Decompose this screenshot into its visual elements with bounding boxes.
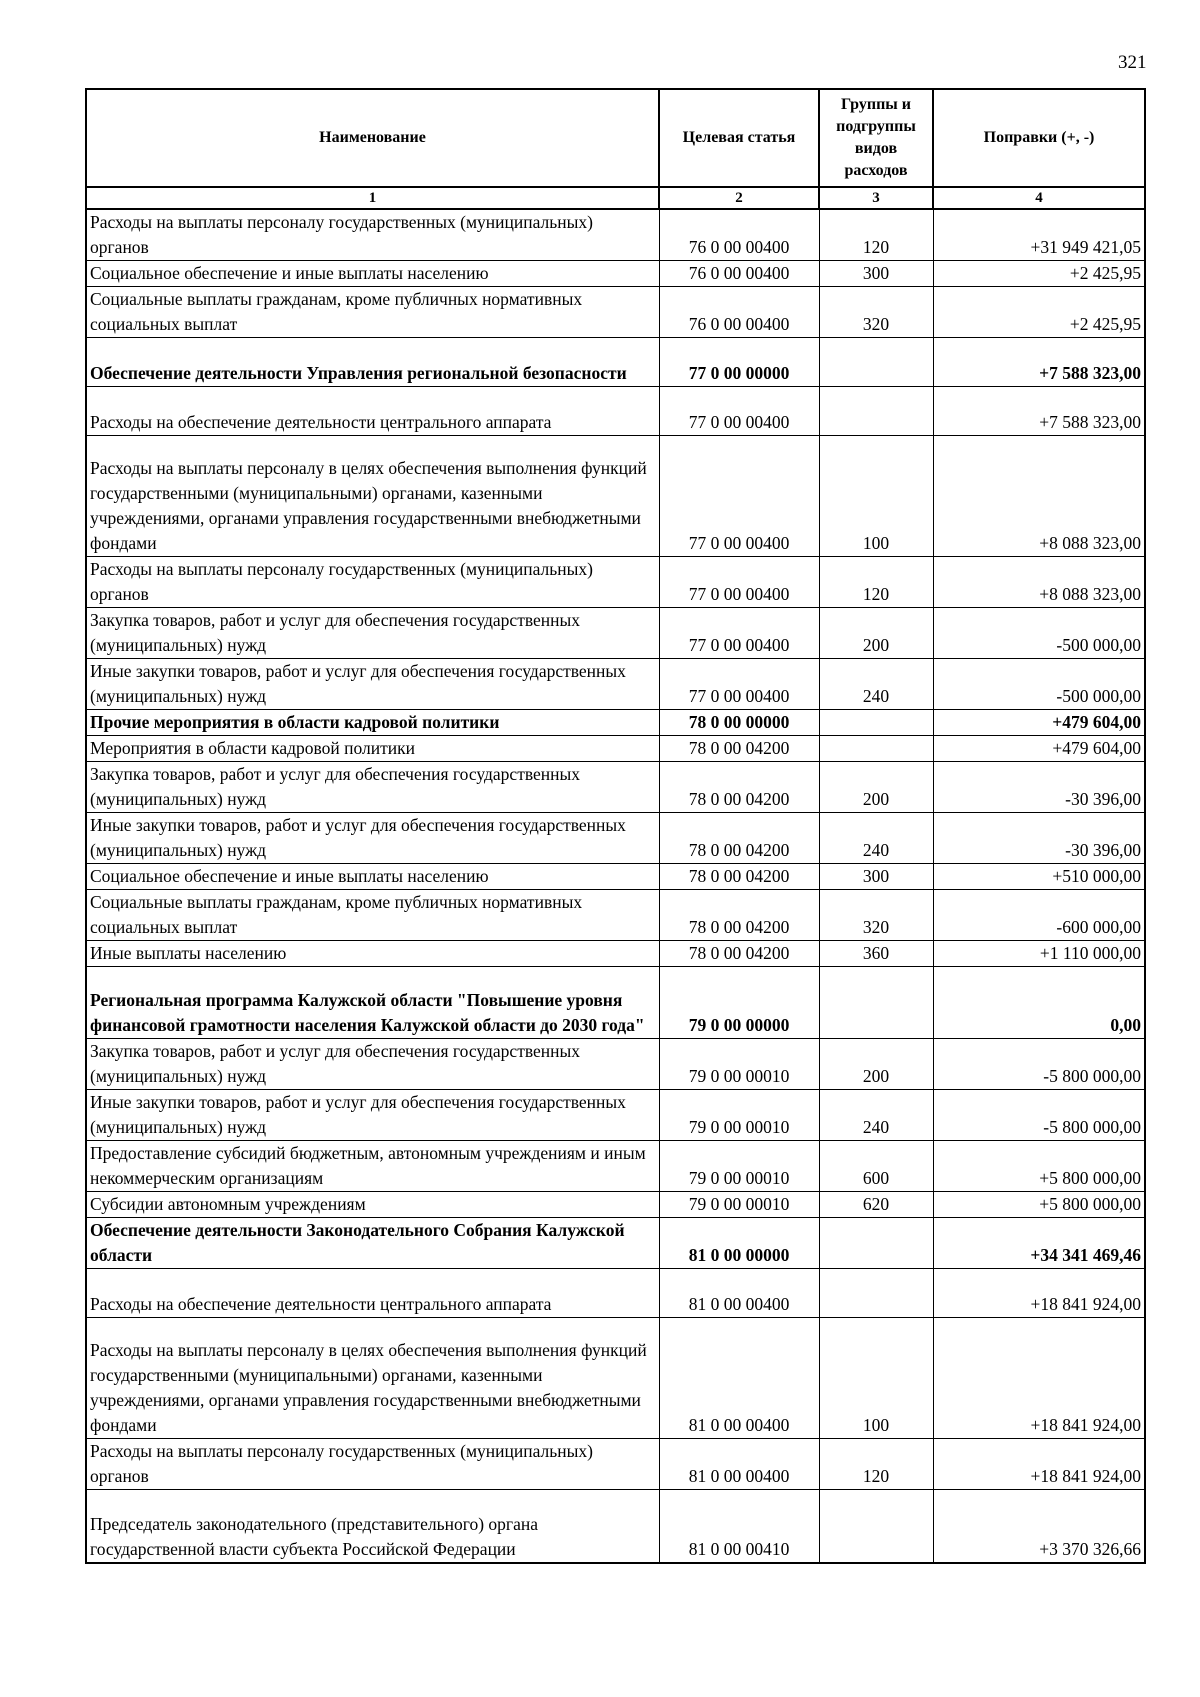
column-number: 2 [659,187,819,209]
row-expense-group: 300 [819,864,933,890]
row-target-article: 76 0 00 00400 [659,261,819,287]
row-target-article: 79 0 00 00010 [659,1141,819,1192]
row-target-article: 79 0 00 00010 [659,1039,819,1090]
row-amendment: 0,00 [933,967,1145,1039]
header-expense-groups: Группы и подгруппы видов расходов [819,89,933,187]
row-name: Мероприятия в области кадровой политики [86,736,659,762]
table-row [86,436,1145,557]
row-name: Закупка товаров, работ и услуг для обеспечения государственных (муниципальных) нужд [86,762,659,813]
row-target-article: 76 0 00 00400 [659,209,819,261]
page-number: 321 [1118,52,1147,73]
table-row [86,261,1145,287]
row-target-article: 77 0 00 00400 [659,608,819,659]
table-row [86,338,1145,387]
row-target-article: 78 0 00 04200 [659,941,819,967]
table-row [86,1141,1145,1192]
row-amendment: +510 000,00 [933,864,1145,890]
header-row [86,89,1145,187]
table-row [86,659,1145,710]
table-row [86,387,1145,436]
row-target-article: 78 0 00 00000 [659,710,819,736]
row-name: Иные выплаты населению [86,941,659,967]
row-amendment: +18 841 924,00 [933,1439,1145,1490]
row-name: Социальное обеспечение и иные выплаты населению [86,864,659,890]
row-name: Иные закупки товаров, работ и услуг для обеспечения государственных (муниципальных) нужд [86,813,659,864]
row-target-article: 78 0 00 04200 [659,813,819,864]
row-name: Социальное обеспечение и иные выплаты населению [86,261,659,287]
row-amendment: -30 396,00 [933,813,1145,864]
row-expense-group [819,387,933,436]
table-row [86,967,1145,1039]
row-expense-group: 360 [819,941,933,967]
row-amendment: -500 000,00 [933,659,1145,710]
row-name: Социальные выплаты гражданам, кроме публичных нормативных социальных выплат [86,287,659,338]
row-amendment: -500 000,00 [933,608,1145,659]
table-row [86,557,1145,608]
row-expense-group: 600 [819,1141,933,1192]
row-target-article: 76 0 00 00400 [659,287,819,338]
row-name: Расходы на выплаты персоналу в целях обеспечения выполнения функций государственными (муниципальными) органами, казенными учреждениями, органами управления государственными внебюджетными фондами [86,436,659,557]
table-row [86,864,1145,890]
table-row [86,1039,1145,1090]
row-amendment: +7 588 323,00 [933,387,1145,436]
row-expense-group: 200 [819,1039,933,1090]
column-number: 3 [819,187,933,209]
table-row [86,1439,1145,1490]
row-expense-group: 120 [819,209,933,261]
table-row [86,710,1145,736]
row-amendment: +479 604,00 [933,736,1145,762]
row-name: Расходы на обеспечение деятельности центрального аппарата [86,1269,659,1318]
row-expense-group: 320 [819,287,933,338]
column-number-row [86,187,1145,209]
row-amendment: +34 341 469,46 [933,1218,1145,1269]
row-name: Расходы на выплаты персоналу в целях обеспечения выполнения функций государственными (муниципальными) органами, казенными учреждениями, органами управления государственными внебюджетными фондами [86,1318,659,1439]
table-row [86,941,1145,967]
table-row [86,813,1145,864]
row-target-article: 81 0 00 00400 [659,1318,819,1439]
row-expense-group [819,1490,933,1563]
row-expense-group: 240 [819,813,933,864]
row-target-article: 77 0 00 00400 [659,436,819,557]
table-row [86,1490,1145,1563]
row-target-article: 77 0 00 00400 [659,659,819,710]
row-target-article: 79 0 00 00010 [659,1192,819,1218]
row-amendment: +18 841 924,00 [933,1318,1145,1439]
row-target-article: 78 0 00 04200 [659,864,819,890]
row-expense-group [819,1218,933,1269]
row-amendment: +31 949 421,05 [933,209,1145,261]
row-amendment: +7 588 323,00 [933,338,1145,387]
row-target-article: 79 0 00 00010 [659,1090,819,1141]
row-target-article: 78 0 00 04200 [659,762,819,813]
table-row [86,736,1145,762]
row-amendment: +18 841 924,00 [933,1269,1145,1318]
header-amendments: Поправки (+, -) [933,89,1145,187]
row-expense-group: 240 [819,1090,933,1141]
row-expense-group: 120 [819,1439,933,1490]
row-amendment: +8 088 323,00 [933,436,1145,557]
column-number: 1 [86,187,659,209]
table-row [86,890,1145,941]
table-row [86,1090,1145,1141]
table-row [86,608,1145,659]
row-expense-group [819,710,933,736]
row-expense-group: 200 [819,762,933,813]
row-expense-group: 200 [819,608,933,659]
row-amendment: -5 800 000,00 [933,1039,1145,1090]
header-name: Наименование [86,89,659,187]
row-name: Иные закупки товаров, работ и услуг для обеспечения государственных (муниципальных) нужд [86,659,659,710]
row-target-article: 78 0 00 04200 [659,890,819,941]
row-expense-group [819,736,933,762]
row-expense-group [819,967,933,1039]
budget-amendments-table [85,88,1146,1564]
row-name: Закупка товаров, работ и услуг для обеспечения государственных (муниципальных) нужд [86,608,659,659]
table-row [86,1192,1145,1218]
table-row [86,287,1145,338]
header-target-article: Целевая статья [659,89,819,187]
row-target-article: 81 0 00 00400 [659,1269,819,1318]
row-name: Расходы на обеспечение деятельности центрального аппарата [86,387,659,436]
row-amendment: +2 425,95 [933,261,1145,287]
row-amendment: +5 800 000,00 [933,1192,1145,1218]
row-amendment: +3 370 326,66 [933,1490,1145,1563]
row-amendment: +1 110 000,00 [933,941,1145,967]
row-name: Социальные выплаты гражданам, кроме публичных нормативных социальных выплат [86,890,659,941]
row-amendment: +8 088 323,00 [933,557,1145,608]
row-amendment: -30 396,00 [933,762,1145,813]
row-name: Расходы на выплаты персоналу государственных (муниципальных) органов [86,1439,659,1490]
row-target-article: 77 0 00 00400 [659,387,819,436]
row-name: Обеспечение деятельности Законодательного Собрания Калужской области [86,1218,659,1269]
table-row [86,1218,1145,1269]
row-expense-group [819,1269,933,1318]
row-target-article: 77 0 00 00000 [659,338,819,387]
row-expense-group: 320 [819,890,933,941]
row-expense-group: 100 [819,436,933,557]
row-target-article: 78 0 00 04200 [659,736,819,762]
row-name: Председатель законодательного (представительного) органа государственной власти субъекта Российской Федерации [86,1490,659,1563]
row-expense-group: 240 [819,659,933,710]
row-target-article: 81 0 00 00400 [659,1439,819,1490]
row-amendment: +2 425,95 [933,287,1145,338]
row-name: Расходы на выплаты персоналу государственных (муниципальных) органов [86,209,659,261]
row-expense-group: 620 [819,1192,933,1218]
row-amendment: -600 000,00 [933,890,1145,941]
row-target-article: 77 0 00 00400 [659,557,819,608]
row-amendment: +479 604,00 [933,710,1145,736]
table-row [86,209,1145,261]
row-name: Закупка товаров, работ и услуг для обеспечения государственных (муниципальных) нужд [86,1039,659,1090]
row-expense-group: 120 [819,557,933,608]
column-number: 4 [933,187,1145,209]
row-expense-group: 100 [819,1318,933,1439]
table-row [86,1318,1145,1439]
row-name: Региональная программа Калужской области "Повышение уровня финансовой грамотности населения Калужской области до 2030 года" [86,967,659,1039]
row-name: Субсидии автономным учреждениям [86,1192,659,1218]
row-name: Расходы на выплаты персоналу государственных (муниципальных) органов [86,557,659,608]
row-amendment: +5 800 000,00 [933,1141,1145,1192]
row-name: Обеспечение деятельности Управления региональной безопасности [86,338,659,387]
table-row [86,1269,1145,1318]
row-target-article: 81 0 00 00410 [659,1490,819,1563]
row-target-article: 81 0 00 00000 [659,1218,819,1269]
row-amendment: -5 800 000,00 [933,1090,1145,1141]
row-name: Иные закупки товаров, работ и услуг для обеспечения государственных (муниципальных) нужд [86,1090,659,1141]
table-body [86,209,1145,1563]
row-target-article: 79 0 00 00000 [659,967,819,1039]
table-row [86,762,1145,813]
row-name: Прочие мероприятия в области кадровой политики [86,710,659,736]
row-expense-group [819,338,933,387]
row-name: Предоставление субсидий бюджетным, автономным учреждениям и иным некоммерческим организациям [86,1141,659,1192]
row-expense-group: 300 [819,261,933,287]
